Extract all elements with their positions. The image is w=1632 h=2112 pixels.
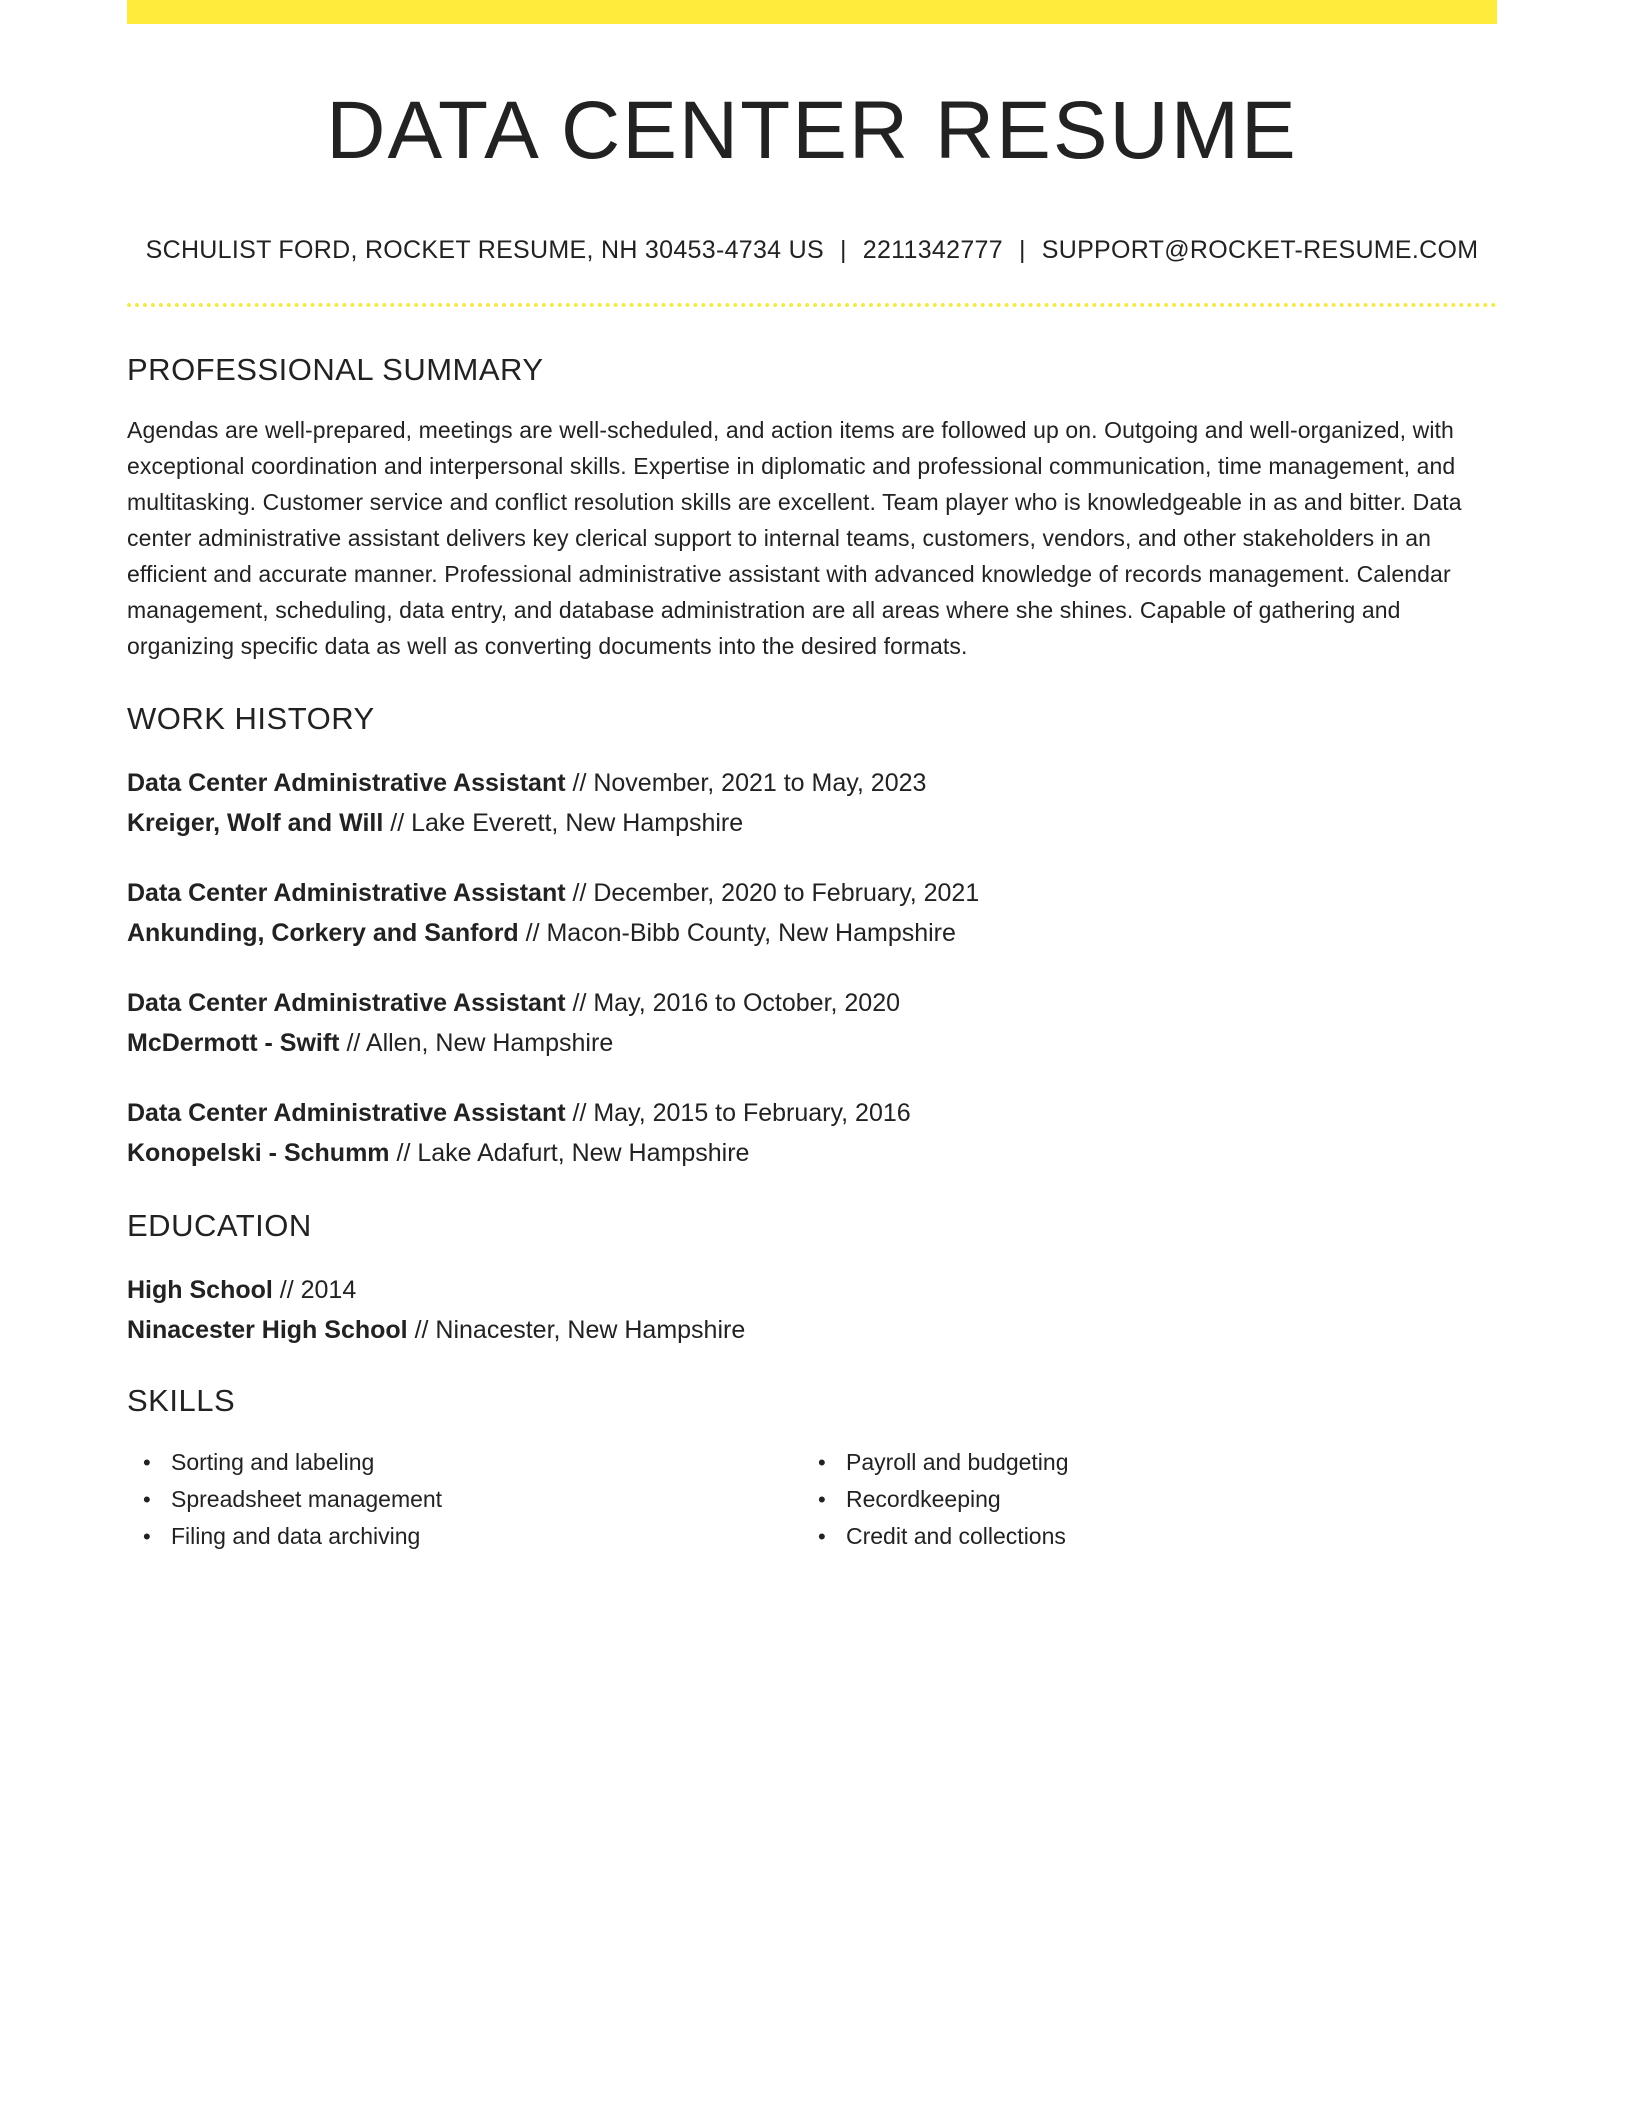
job-entry [127,1093,1497,1173]
skill-label: Payroll and budgeting [846,1448,1069,1475]
job-title: Data Center Administrative Assistant [127,879,566,908]
job-dates: // November, 2021 to May, 2023 [565,769,927,798]
bullet-icon: • [143,1449,151,1475]
job-location: // Macon-Bibb County, New Hampshire [518,919,956,948]
bullet-icon: • [818,1523,826,1549]
job-title: Data Center Administrative Assistant [127,989,566,1018]
header-divider [127,303,1497,307]
job-title-line [127,1093,1497,1133]
work-history-heading: WORK HISTORY [127,701,375,737]
job-company-line [127,1023,1497,1063]
contact-separator: | [1018,236,1026,265]
skill-item [143,1481,802,1518]
job-title-line [127,873,1497,913]
contact-email: SUPPORT@ROCKET-RESUME.COM [1041,236,1479,265]
job-entry [127,763,1497,843]
bullet-icon: • [818,1486,826,1512]
skill-item [143,1518,802,1555]
skill-item [818,1481,1477,1518]
job-title-line [127,983,1497,1023]
resume-page [127,0,1497,1555]
education-degree: High School [127,1276,273,1305]
job-dates: // May, 2015 to February, 2016 [565,1099,911,1128]
job-title: Data Center Administrative Assistant [127,1099,566,1128]
resume-title: DATA CENTER RESUME [326,85,1298,176]
skill-label: Credit and collections [846,1522,1066,1549]
job-company: Kreiger, Wolf and Will [127,809,384,838]
bullet-icon: • [143,1523,151,1549]
job-company: McDermott - Swift [127,1029,340,1058]
contact-address: SCHULIST FORD, ROCKET RESUME, NH 30453-4734 US [145,236,824,265]
skill-label: Spreadsheet management [171,1485,443,1512]
education-year: // 2014 [272,1276,357,1305]
top-accent-bar [127,0,1497,24]
contact-separator: | [839,236,847,265]
education-school: Ninacester High School [127,1316,408,1345]
job-entry [127,983,1497,1063]
skills-column-right [802,1444,1477,1555]
bullet-icon: • [143,1486,151,1512]
contact-line [127,234,1497,267]
job-location: // Lake Everett, New Hampshire [383,809,744,838]
skill-item [143,1444,802,1481]
skill-item [818,1444,1477,1481]
job-location: // Allen, New Hampshire [339,1029,614,1058]
contact-phone: 2211342777 [862,236,1003,265]
education-school-line [127,1310,1497,1350]
job-company-line [127,913,1497,953]
education-location: // Ninacester, New Hampshire [407,1316,746,1345]
job-title-line [127,763,1497,803]
education-heading: EDUCATION [127,1208,312,1244]
job-dates: // December, 2020 to February, 2021 [565,879,980,908]
job-location: // Lake Adafurt, New Hampshire [389,1139,750,1168]
skill-item [818,1518,1477,1555]
job-dates: // May, 2016 to October, 2020 [565,989,901,1018]
bullet-icon: • [818,1449,826,1475]
job-company-line [127,803,1497,843]
job-title: Data Center Administrative Assistant [127,769,566,798]
job-company-line [127,1133,1497,1173]
skills-heading: SKILLS [127,1383,236,1419]
skills-grid [127,1444,1497,1555]
skill-label: Recordkeeping [846,1485,1001,1512]
skill-label: Filing and data archiving [171,1522,421,1549]
skills-column-left [127,1444,802,1555]
summary-heading: PROFESSIONAL SUMMARY [127,351,544,387]
job-entry [127,873,1497,953]
job-company: Ankunding, Corkery and Sanford [127,919,519,948]
skill-label: Sorting and labeling [171,1448,375,1475]
education-entry [127,1270,1497,1350]
job-company: Konopelski - Schumm [127,1139,390,1168]
summary-text: Agendas are well-prepared, meetings are well-scheduled, and action items are followed up on. Outgoing and well-organized, with exceptional coordination and interpersonal skills. Expertise in diplomatic and professional communication, time management, and multitasking. Customer service and conflict resolution skills are excellent. Team player who is knowledgeable in as and bitter. Data center administrative assistant delivers key clerical support to internal teams, customers, vendors, and other stakeholders in an efficient and accurate manner. Professional administrative assistant with advanced knowledge of records management. Calendar management, scheduling, data entry, and database administration are all areas where she shines. Capable of gathering and organizing specific data as well as converting documents into the desired formats. [127,417,1462,660]
education-degree-line [127,1270,1497,1310]
